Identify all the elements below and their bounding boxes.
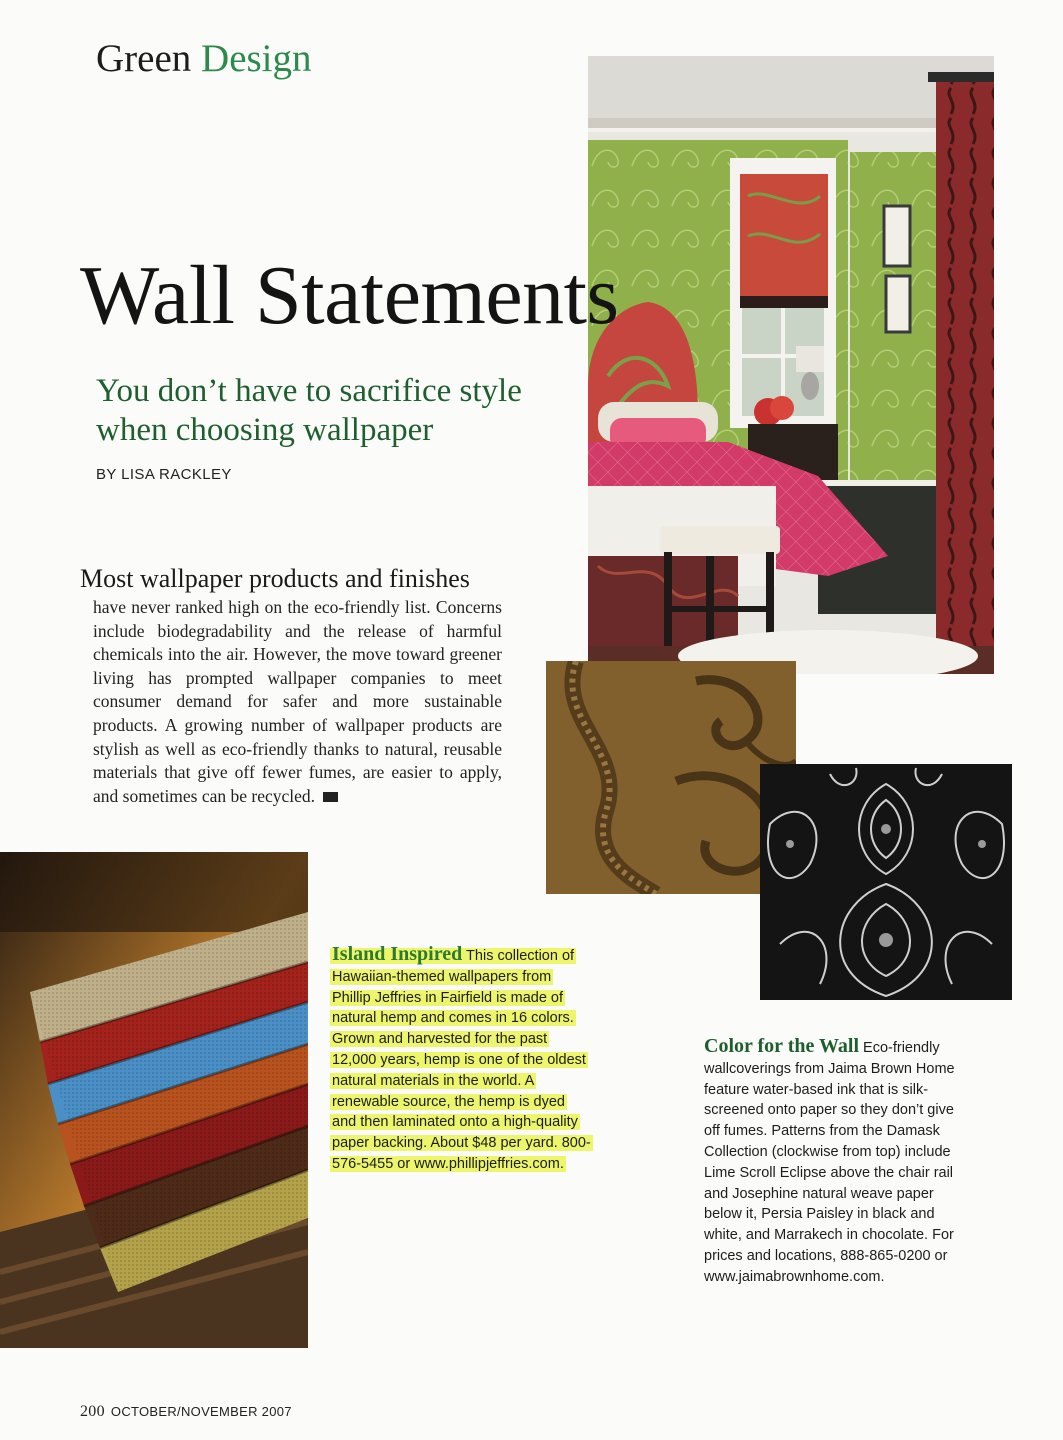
article-subhead: You don’t have to sacrifice style when choosing wallpaper bbox=[96, 373, 522, 448]
page-footer bbox=[80, 1403, 292, 1421]
page-number: 200 bbox=[80, 1403, 105, 1420]
caption-color-text: Eco-friendly wallcoverings from Jaima Brown Home feature water-based ink that is silk-screened onto paper so they don’t give off fumes. Patterns from the Damask Collection (clockwise from top) include Lime Scroll Eclipse above the chair rail and Josephine natural weave paper below it, Persia Paisley in black and white, and Marrakech in chocolate. For prices and locations, 888-865-0200 or www.jaimabrownhome.com. bbox=[704, 1040, 955, 1285]
section-label bbox=[96, 36, 312, 82]
bedroom-photo bbox=[588, 56, 994, 674]
section-label-word2: Design bbox=[201, 37, 312, 80]
caption-island-text: This collection of Hawaiian-themed wallpapers from Phillip Jeffries in Fairfield is made of natural hemp and comes in 16 colors. Grown and harvested for the past 12,000 years, hemp is one of the oldest natural materials in the world. A renewable source, the hemp is dyed and then laminated onto a high-quality paper backing. About $48 per yard. 800-576-5455 or www.phillipjeffries.com. bbox=[332, 948, 591, 1172]
caption-color-for-wall bbox=[704, 1036, 966, 1288]
article-intro bbox=[80, 562, 502, 808]
persia-paisley-swatch-photo bbox=[760, 764, 1012, 1000]
end-mark-icon bbox=[323, 792, 338, 802]
issue-date: OCTOBER/NOVEMBER 2007 bbox=[110, 1404, 292, 1419]
section-label-word1: Green bbox=[96, 37, 192, 80]
caption-island-inspired bbox=[330, 944, 592, 1175]
article-headline: Wall Statements bbox=[80, 249, 619, 342]
marrakech-swatch-photo bbox=[546, 661, 796, 894]
article-lead: Most wallpaper products and finishes bbox=[80, 564, 470, 593]
article-body: have never ranked high on the eco-friendly list. Concerns include biodegradability and the release of harmful chemicals into the air. However, the move toward greener living has prompted wallpaper companies to meet consumer demand for safer and more sustainable products. A growing number of wallpaper products are stylish as well as eco-friendly thanks to natural, reusable materials that give off fewer fumes, are easier to apply, and sometimes can be recycled. bbox=[93, 597, 502, 806]
article-byline: BY LISA RACKLEY bbox=[96, 466, 232, 483]
article-body-container bbox=[93, 596, 502, 808]
caption-island-title: Island Inspired bbox=[332, 943, 463, 965]
caption-color-title: Color for the Wall bbox=[704, 1035, 859, 1057]
hemp-fabric-photo bbox=[0, 852, 308, 1348]
caption-island-highlight bbox=[330, 943, 593, 1172]
